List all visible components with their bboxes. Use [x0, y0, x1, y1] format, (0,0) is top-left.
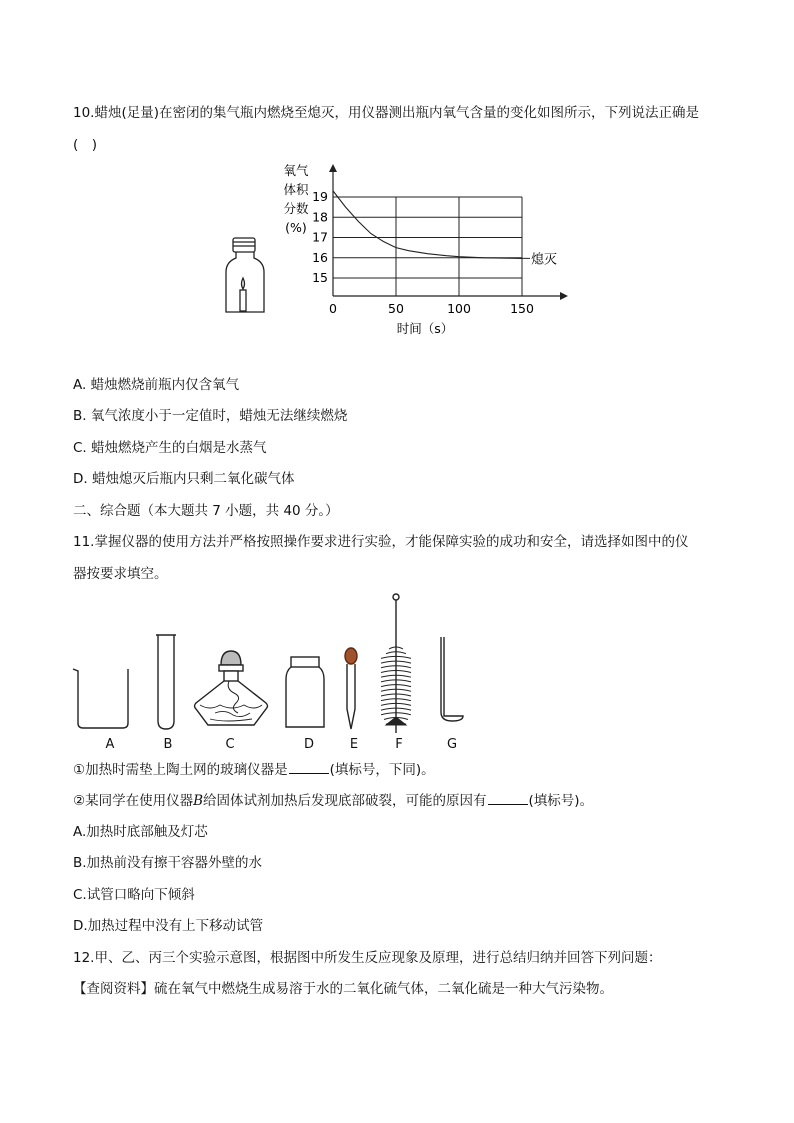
annotation-text: 熄灭	[531, 252, 558, 268]
section-2-title: 二、综合题（本大题共 7 小题，共 40 分。）	[73, 503, 339, 519]
label-f: F	[395, 737, 403, 752]
y-label-line: (%)	[285, 220, 307, 235]
y-axis-label	[283, 163, 309, 235]
y-tick-label: 17	[312, 229, 328, 245]
q12-info-text: 硫在氧气中燃烧生成易溶于水的二氧化硫气体，二氧化硫是一种大气污染物。	[154, 981, 613, 997]
q11-sub2	[73, 791, 593, 811]
beaker-icon	[73, 669, 128, 728]
label-g: G	[446, 737, 458, 752]
extinguish-annotation	[522, 251, 557, 267]
q10-option-d: D. 蜡烛熄灭后瓶内只剩二氧化碳气体	[73, 471, 295, 487]
y-axis-arrow	[329, 164, 337, 172]
q12-info	[73, 979, 613, 999]
x-tick-label: 50	[388, 301, 404, 316]
oxygen-curve	[333, 191, 522, 259]
question-11-stem-line1: 11.掌握仪器的使用方法并严格按照操作要求进行实验，才能保障实验的成功和安全，请选择如图中的仪	[73, 534, 689, 550]
chart-grid	[333, 197, 522, 296]
apparatus-figure	[0, 585, 794, 755]
q10-option-b: B. 氧气浓度小于一定值时，蜡烛无法继续燃烧	[73, 408, 348, 424]
q11-sub1-blank[interactable]	[289, 761, 329, 774]
x-axis-arrow	[560, 292, 568, 300]
x-axis-label: 时间（s）	[396, 321, 454, 336]
q11-sub1-suffix: (填标号，下同)。	[329, 762, 435, 778]
y-label-line: 体积	[283, 182, 309, 197]
q11-sub1-prefix: ①加热时需垫上陶土网的玻璃仪器是	[73, 762, 288, 778]
label-e: E	[349, 737, 359, 752]
x-tick-label: 150	[510, 301, 534, 316]
question-10-answer-paren: ( )	[73, 137, 98, 153]
question-12-stem: 12.甲、乙、丙三个实验示意图，根据图中所发生反应现象及原理，进行总结归纳并回答下列问题：	[73, 950, 662, 966]
label-b: B	[163, 737, 173, 752]
label-c: C	[225, 737, 235, 752]
q11-sub2-blank[interactable]	[488, 792, 528, 805]
q11-sub2-letter: B	[193, 793, 204, 809]
y-tick-labels	[312, 189, 328, 285]
y-tick-label: 15	[312, 270, 328, 285]
alcohol-lamp-icon	[195, 651, 268, 725]
y-tick-label: 19	[312, 189, 328, 204]
x-tick-label: 0	[329, 301, 337, 316]
q12-info-label: 【查阅资料】	[73, 981, 154, 997]
y-tick-label: 18	[312, 209, 328, 225]
chart-axes	[329, 164, 568, 300]
dropper-icon	[345, 648, 357, 729]
gas-jar-with-candle	[226, 238, 264, 312]
label-a: A	[105, 737, 115, 752]
q11-option-b: B.加热前没有擦干容器外壁的水	[73, 855, 263, 871]
q11-sub2-mid: 给固体试剂加热后发现底部破裂，可能的原因有	[203, 793, 487, 809]
q11-sub1	[73, 760, 435, 780]
q11-option-c: C.试管口略向下倾斜	[73, 887, 195, 903]
y-tick-label: 16	[312, 249, 328, 265]
x-tick-labels	[329, 301, 534, 316]
q10-option-a: A. 蜡烛燃烧前瓶内仅含氧气	[73, 377, 240, 393]
oxygen-chart	[283, 163, 568, 336]
test-tube-brush-icon	[381, 594, 411, 733]
question-10-stem: 10.蜡烛(足量)在密闭的集气瓶内燃烧至熄灭，用仪器测出瓶内氧气含量的变化如图所示，下列说法正确是	[73, 105, 700, 121]
q11-option-d: D.加热过程中没有上下移动试管	[73, 918, 264, 934]
x-tick-label: 100	[447, 301, 471, 316]
label-d: D	[303, 737, 315, 752]
y-label-line: 氧气	[283, 163, 309, 178]
q10-option-c: C. 蜡烛燃烧产生的白烟是水蒸气	[73, 440, 267, 456]
q10-figure	[0, 0, 794, 360]
q11-sub2-suffix: (填标号)。	[528, 793, 594, 809]
y-label-line: 分数	[283, 201, 309, 216]
q11-sub2-prefix: ②某同学在使用仪器	[73, 793, 194, 809]
combustion-spoon-icon	[441, 637, 463, 721]
wide-mouth-bottle-icon	[286, 657, 324, 727]
q11-option-a: A.加热时底部触及灯芯	[73, 824, 208, 840]
question-11-stem-line2: 器按要求填空。	[73, 566, 168, 582]
test-tube-icon	[156, 635, 176, 729]
